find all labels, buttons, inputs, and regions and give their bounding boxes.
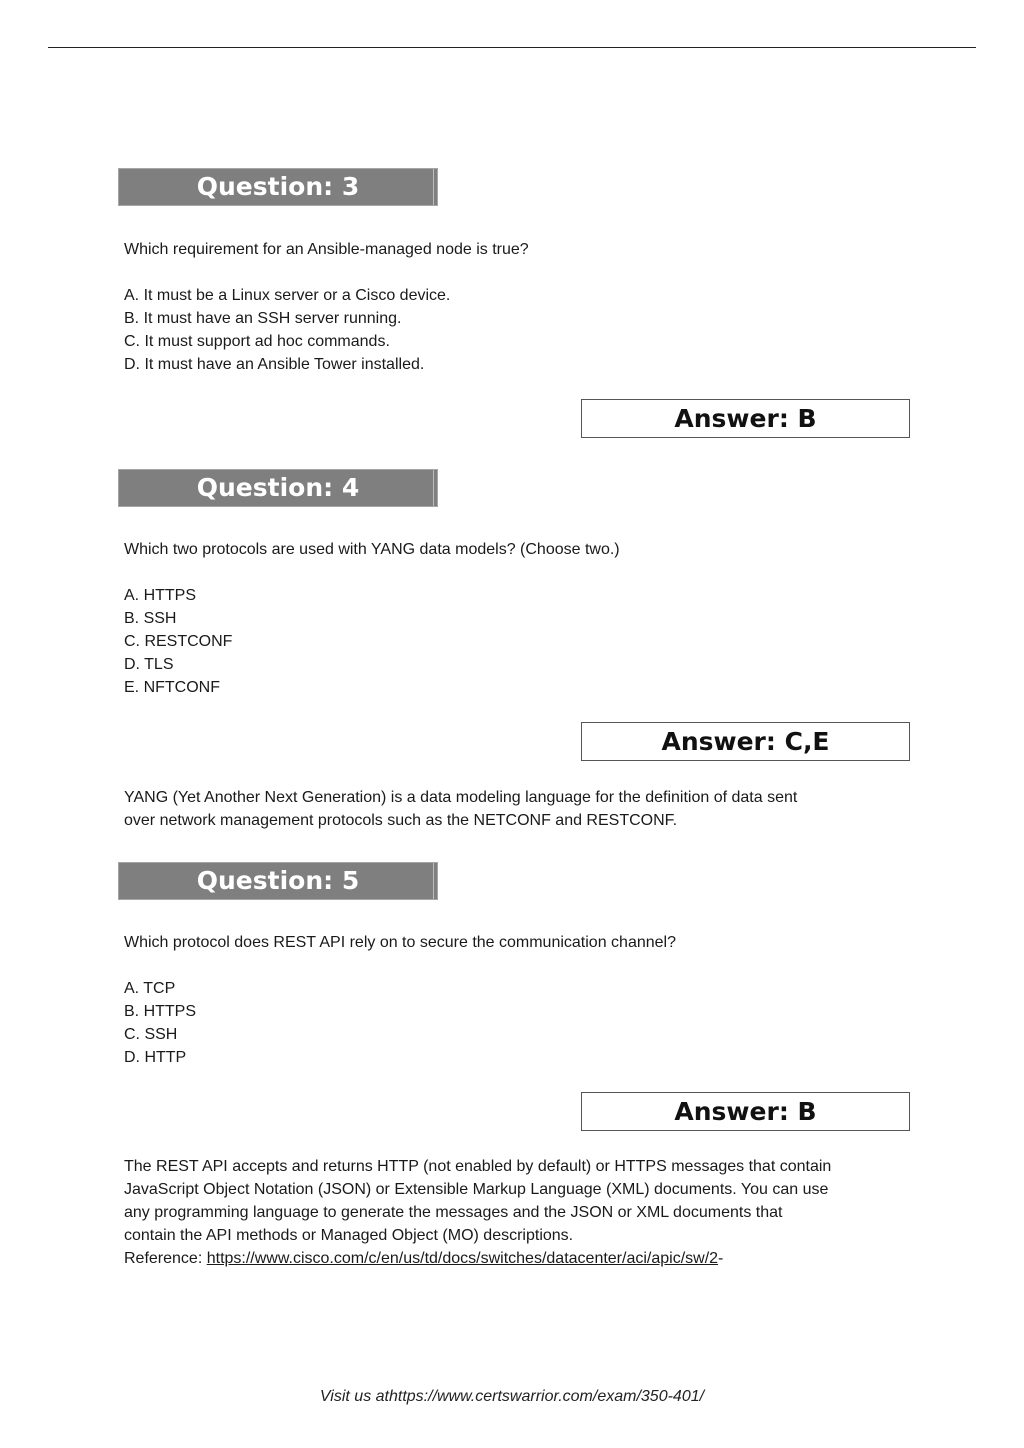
question-5-explanation-line-1: The REST API accepts and returns HTTP (not enabled by default) or HTTPS messages that contain bbox=[124, 1158, 832, 1175]
question-3-prompt: Which requirement for an Ansible-managed node is true? bbox=[124, 241, 529, 258]
question-4-option-d: D. TLS bbox=[124, 656, 174, 673]
question-3-option-a: A. It must be a Linux server or a Cisco device. bbox=[124, 287, 451, 304]
question-5-explanation-line-4: contain the API methods or Managed Object (MO) descriptions. bbox=[124, 1227, 574, 1244]
question-3-option-c: C. It must support ad hoc commands. bbox=[124, 333, 390, 350]
question-3-option-d: D. It must have an Ansible Tower installed. bbox=[124, 356, 425, 373]
question-3-heading: Question: 3 bbox=[118, 168, 438, 206]
question-5-option-a: A. TCP bbox=[124, 980, 176, 997]
question-5-explanation-line-3: any programming language to generate the messages and the JSON or XML documents that bbox=[124, 1204, 783, 1221]
header-rule bbox=[48, 47, 976, 48]
question-5-option-c: C. SSH bbox=[124, 1026, 178, 1043]
question-5-prompt: Which protocol does REST API rely on to secure the communication channel? bbox=[124, 934, 676, 951]
question-4-option-e: E. NFTCONF bbox=[124, 679, 220, 696]
question-4-explanation-line-1: YANG (Yet Another Next Generation) is a data modeling language for the definition of data sent bbox=[124, 789, 798, 806]
question-4-option-c: C. RESTCONF bbox=[124, 633, 233, 650]
reference-link[interactable]: https://www.cisco.com/c/en/us/td/docs/switches/datacenter/aci/apic/sw/2 bbox=[206, 1250, 719, 1267]
question-5-answer: Answer: B bbox=[581, 1092, 910, 1131]
question-4-heading: Question: 4 bbox=[118, 469, 438, 507]
question-4-answer: Answer: C,E bbox=[581, 722, 910, 761]
question-5-reference bbox=[124, 1247, 723, 1270]
reference-suffix: - bbox=[718, 1250, 724, 1267]
question-5-explanation-line-2: JavaScript Object Notation (JSON) or Extensible Markup Language (XML) documents. You can use bbox=[124, 1181, 829, 1198]
question-4-option-a: A. HTTPS bbox=[124, 587, 197, 604]
question-4-option-b: B. SSH bbox=[124, 610, 177, 627]
question-5-option-d: D. HTTP bbox=[124, 1049, 187, 1066]
question-4-explanation-line-2: over network management protocols such as the NETCONF and RESTCONF. bbox=[124, 812, 678, 829]
reference-label: Reference: bbox=[124, 1250, 207, 1267]
question-3-answer: Answer: B bbox=[581, 399, 910, 438]
question-5-heading: Question: 5 bbox=[118, 862, 438, 900]
footer-visit-link: Visit us athttps://www.certswarrior.com/exam/350-401/ bbox=[319, 1388, 705, 1405]
question-5-option-b: B. HTTPS bbox=[124, 1003, 197, 1020]
question-4-prompt: Which two protocols are used with YANG data models? (Choose two.) bbox=[124, 541, 620, 558]
question-3-option-b: B. It must have an SSH server running. bbox=[124, 310, 402, 327]
